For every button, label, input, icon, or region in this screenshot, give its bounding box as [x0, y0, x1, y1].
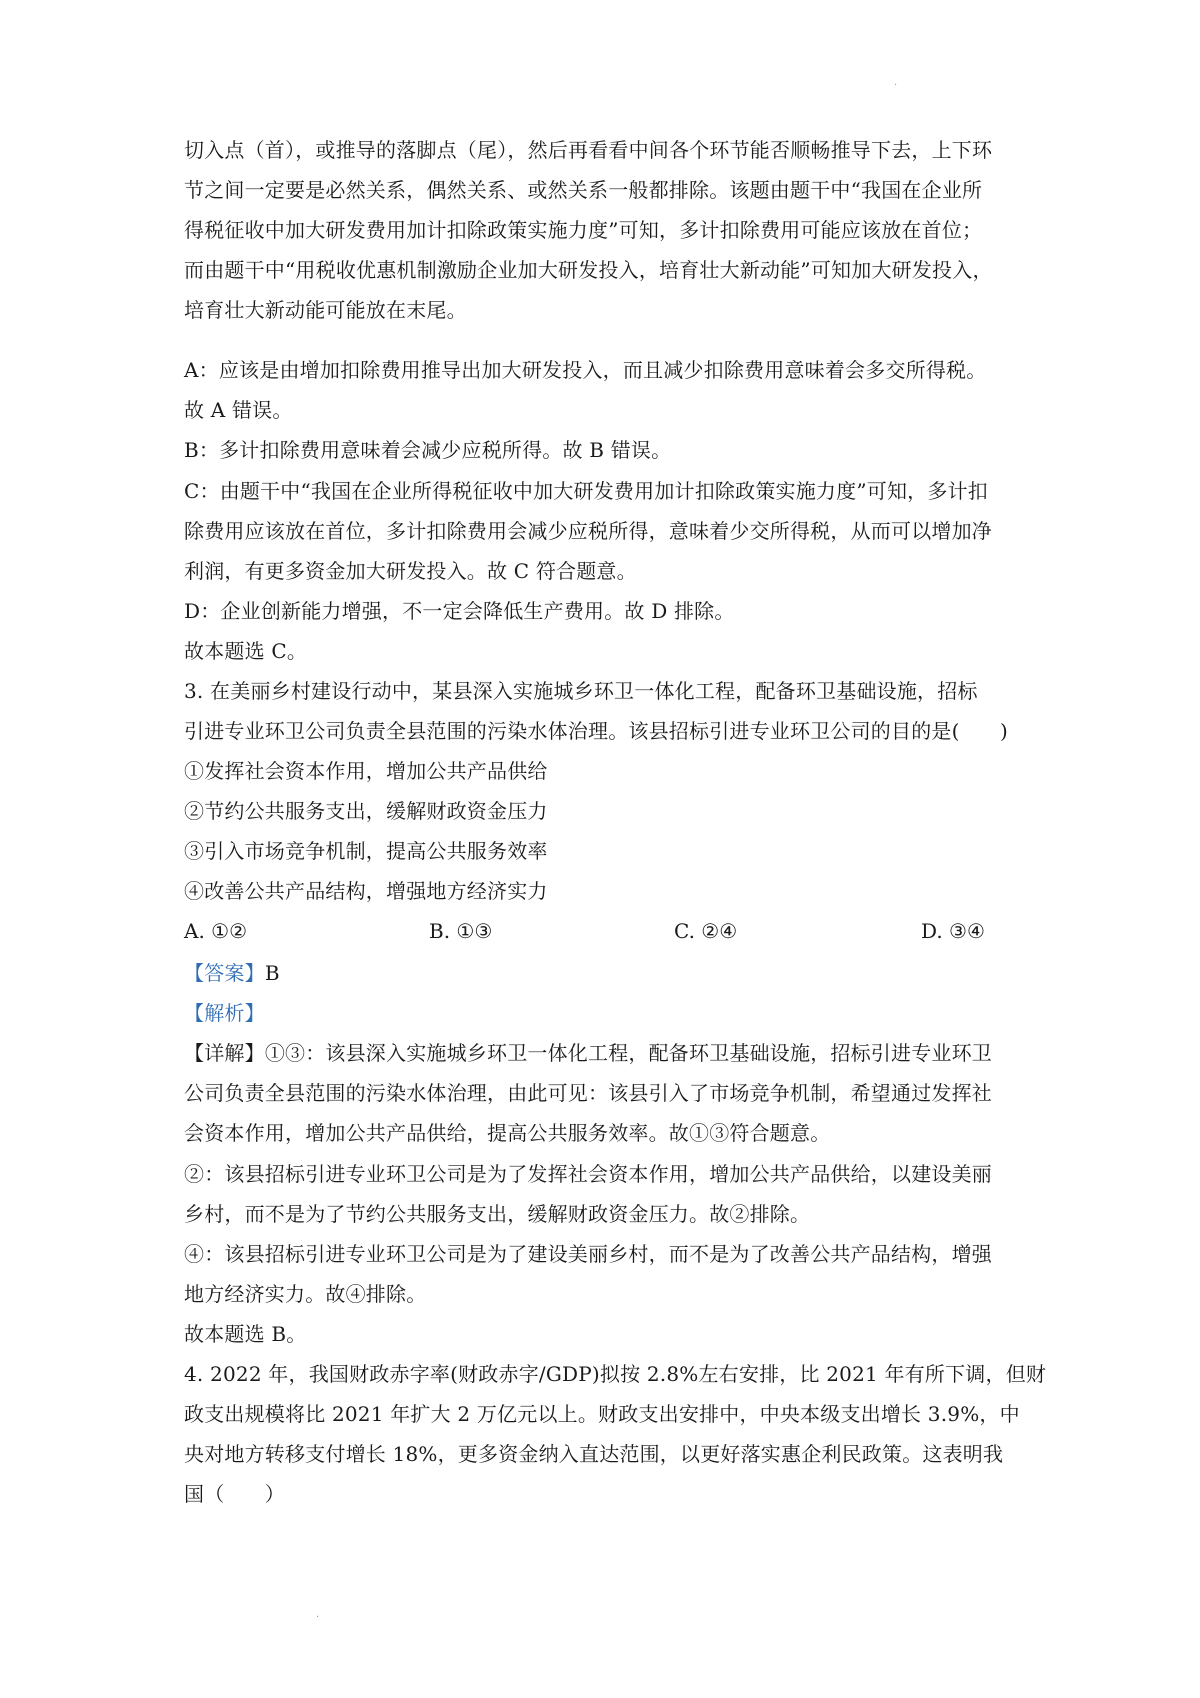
detail-label: 【详解】: [184, 1041, 265, 1065]
text-line: 切入点（首），或推导的落脚点（尾），然后再看看中间各个环节能否顺畅推导下去，上下环: [184, 138, 993, 162]
analysis-line: [184, 999, 265, 1027]
text-line: 会资本作用，增加公共产品供给，提高公共服务效率。故①③符合题意。: [184, 1121, 831, 1145]
question-4-stem: 央对地方转移支付增长 18%，更多资金纳入直达范围，以更好落实惠企利民政策。这表明我: [184, 1442, 1004, 1466]
text-line: ②：该县招标引进专业环卫公司是为了发挥社会资本作用，增加公共产品供给，以建设美丽: [184, 1162, 992, 1186]
option-c-analysis: C：由题干中“我国在企业所得税征收中加大研发费用加计扣除政策实施力度”可知，多计扣: [184, 479, 988, 503]
option-d: D. ③④: [921, 919, 985, 943]
scan-dot: ·: [316, 1612, 320, 1623]
detail-text: ①③：该县深入实施城乡环卫一体化工程，配备环卫基础设施，招标引进专业环卫: [264, 1041, 993, 1065]
text-line: 培育壮大新动能可能放在末尾。: [184, 298, 467, 322]
statement-3: ③引入市场竞争机制，提高公共服务效率: [184, 839, 548, 863]
text-line: 公司负责全县范围的污染水体治理，由此可见：该县引入了市场竞争机制，希望通过发挥社: [184, 1081, 992, 1105]
statement-2: ②节约公共服务支出，缓解财政资金压力: [184, 799, 548, 823]
option-a-analysis: A：应该是由增加扣除费用推导出加大研发投入，而且减少扣除费用意味着会多交所得税。: [184, 358, 987, 382]
detail-line: [184, 1039, 992, 1067]
answer-line: [184, 959, 280, 987]
answer-summary: 故本题选 B。: [184, 1322, 307, 1346]
question-4-stem: 4. 2022 年，我国财政赤字率(财政赤字/GDP)拟按 2.8%左右安排，比 2021 年有所下调，但财: [184, 1362, 1047, 1386]
answer-label: 【答案】: [184, 961, 265, 985]
text-line: 节之间一定要是必然关系，偶然关系、或然关系一般都排除。该题由题干中“我国在企业所: [184, 178, 983, 202]
option-c: C. ②④: [674, 919, 738, 943]
text-line: 乡村，而不是为了节约公共服务支出，缓解财政资金压力。故②排除。: [184, 1202, 811, 1226]
answer-value: B: [264, 961, 280, 985]
question-3-stem: 引进专业环卫公司负责全县范围的污染水体治理。该县招标引进专业环卫公司的目的是( ): [184, 719, 1009, 743]
option-a: A. ①②: [184, 919, 248, 943]
option-b: B. ①③: [429, 919, 493, 943]
answer-summary: 故本题选 C。: [184, 639, 308, 663]
question-3-stem: 3. 在美丽乡村建设行动中，某县深入实施城乡环卫一体化工程，配备环卫基础设施，招标: [184, 679, 978, 703]
analysis-label: 【解析】: [184, 1001, 265, 1025]
option-b-analysis: B：多计扣除费用意味着会减少应税所得。故 B 错误。: [184, 438, 672, 462]
text-line: 地方经济实力。故④排除。: [184, 1282, 427, 1306]
question-4-stem: 政支出规模将比 2021 年扩大 2 万亿元以上。财政支出安排中，中央本级支出增长 3.9%，中: [184, 1402, 1020, 1426]
statement-1: ①发挥社会资本作用，增加公共产品供给: [184, 759, 548, 783]
option-d-analysis: D：企业创新能力增强，不一定会降低生产费用。故 D 排除。: [184, 599, 735, 623]
text-line: 得税征收中加大研发费用加计扣除政策实施力度”可知，多计扣除费用可能应该放在首位；: [184, 218, 983, 242]
option-a-conclusion: 故 A 错误。: [184, 398, 293, 422]
scan-dot: ·: [894, 80, 898, 91]
text-line: ④：该县招标引进专业环卫公司是为了建设美丽乡村，而不是为了改善公共产品结构，增强: [184, 1242, 992, 1266]
question-4-stem: 国（ ）: [184, 1482, 285, 1506]
text-line: 利润，有更多资金加大研发投入。故 C 符合题意。: [184, 559, 637, 583]
text-line: 而由题干中“用税收优惠机制激励企业加大研发投入，培育壮大新动能”可知加大研发投入，: [184, 258, 993, 282]
statement-4: ④改善公共产品结构，增强地方经济实力: [184, 879, 548, 903]
text-line: 除费用应该放在首位，多计扣除费用会减少应税所得，意味着少交所得税，从而可以增加净: [184, 519, 992, 543]
